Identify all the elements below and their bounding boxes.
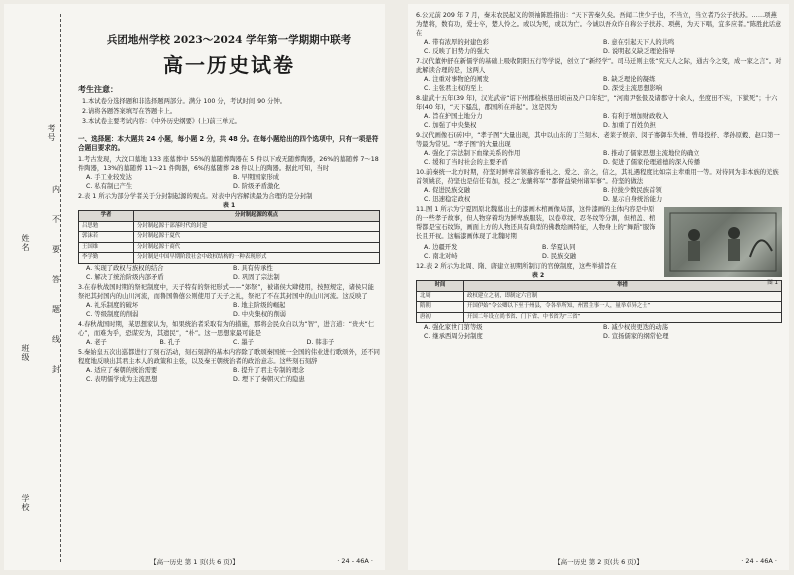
notice-item: 3.本试卷主要考试内容：《中外历史纲要》(上)前三单元。: [82, 118, 241, 125]
table-cell: 开国二年设立尚书省、门下省、中书省为“三省”: [464, 312, 782, 323]
table-header: 学者: [79, 211, 134, 222]
option: A. 带有浓厚的封建色彩: [424, 39, 489, 46]
option: B. 推动了儒家思想主流地位的确立: [603, 150, 700, 157]
exam-code: · 24 - 46A ·: [741, 557, 777, 565]
question-7: 7.汉代董仲舒在新儒学的基础上吸收阴阳五行等学说，创立了“新经学”。司马迁则主张“究天人之际，通古今之变，成一家之言”。对此解读合理的是，这两人: [416, 58, 782, 74]
question-2: 2.表 1 所示为部分学者关于分封制起源的观点。对表中内容解读最为合理的是分封制: [78, 193, 313, 200]
table-row: [79, 232, 380, 243]
options: [416, 323, 782, 341]
table-row: [417, 312, 782, 323]
option: A. 旨在护国土地分力: [424, 113, 483, 120]
painting-figures-icon: [664, 207, 782, 277]
option: D. 埋下了秦朝灭亡的隐患: [233, 375, 305, 383]
table-cell: 开国伊始“令公卿以下至于州县，令各举所知，州置主事一人，量举卓异之士”: [464, 302, 782, 313]
seal-char: 答: [52, 275, 60, 284]
options: [416, 186, 782, 204]
option: C. 迅速稳定政权: [424, 196, 471, 203]
table-row: [417, 302, 782, 313]
option: C. 表明儒学成为主流思想: [86, 375, 158, 383]
kaohao-label: 考号: [47, 124, 56, 142]
notice-title: 考生注意：: [78, 85, 118, 94]
option: C. 私有制已产生: [86, 183, 133, 190]
table-row: [79, 253, 380, 264]
option: C. 墨子: [233, 338, 254, 346]
options: [416, 243, 660, 261]
option: A. 强化了宗法制下血缘关系的作用: [424, 150, 521, 157]
table-cell: 分封制是中国早期阶段社会中政权结构的一种表现形式: [134, 253, 380, 264]
banji-label: 班级: [21, 344, 30, 362]
option: C. 主张君主权的至上: [424, 85, 483, 92]
option: D. 说明起义缺乏理论指导: [603, 48, 675, 55]
option: A. 礼乐制度的破坏: [86, 301, 139, 309]
page-footer: [408, 557, 789, 566]
question-9: 9.汉代画像石(砖)中，“孝子图”大量出现，其中以山东的丁兰刻木、老莱子娱亲、闵子骞御车失棰、曾母投杼、孝孙原穀、赵口第一等最为常见。“孝子图”的大量出现: [416, 132, 780, 148]
option: A. 手工业较发达: [86, 174, 132, 181]
option: C. 南北对峙: [424, 253, 458, 260]
option: B. 减少权贵更迭的动荡: [603, 324, 668, 331]
options: [416, 112, 782, 130]
table-cell: 唐初: [417, 312, 464, 323]
exam-page-1: [4, 4, 385, 570]
table-cell: 王国维: [79, 242, 134, 253]
seal-line: [60, 14, 61, 562]
option: B. 提升了君主专制的理念: [233, 366, 305, 374]
table-row: [79, 221, 380, 232]
options: [78, 173, 380, 191]
option: B. 地主阶级的崛起: [233, 301, 286, 309]
table-caption: 表 2: [531, 272, 545, 279]
seal-char: 封: [52, 365, 60, 374]
option: D. 宣扬儒家的纲常伦理: [603, 333, 669, 340]
figure-caption: 图 1: [767, 280, 778, 286]
table-row: [79, 242, 380, 253]
option: C. 缓和了当时社会的主要矛盾: [424, 159, 508, 166]
binding-margin: [4, 4, 74, 570]
table-2: [416, 280, 782, 323]
option: B. 具有传承性: [233, 264, 273, 272]
option: D. 深受主流思想影响: [603, 85, 663, 92]
option: D. 巩固了宗法制: [233, 273, 280, 281]
exam-page-2: [408, 4, 789, 570]
question-12: 12.表 2 所示为北周、隋、唐建立初期所制订的官僚制度，这些举措旨在: [416, 263, 617, 270]
table-caption: 表 1: [222, 202, 236, 209]
options: [78, 301, 380, 319]
options: [416, 38, 782, 56]
table-cell: 郭沫若: [79, 232, 134, 243]
question-4: 4.春秋战国时期，某思想家认为，如果统治者采取有为的措施，那将会民众自以为“智”，进言道：“贵夫“仁心”，而难为乎，恐谋安为，其遗民”，“朴”。这一思想家最可能是: [78, 320, 375, 337]
option: D. 促进了儒家伦理道德的深入传播: [603, 159, 701, 166]
table-header: 时间: [417, 281, 464, 292]
question-11: 11.图 1 所示为宁夏固原北魏墓出土的漆画木棺画像局部，这件漆画的主体内容是中原的一些孝子故事，但人物穿着均为鲜卑族服装，以卷草纹、忍冬纹等分割，但棺盖、棺帮都是宝石纹饰，画面上方的人物还具有典型的佛教绘画特征，人物身上的“舞蹈”服饰长且开衩。这幅漆画体现了北魏时期: [416, 206, 656, 240]
option: D. 民族交融: [542, 253, 577, 260]
exam-code: · 24 - 46A ·: [337, 557, 373, 565]
table-header: 分封制起源的观点: [134, 211, 380, 222]
option: C. 反映了旧势力的强大: [424, 48, 490, 55]
notice-item: 1.本试卷分选择题和非选择题两部分。满分 100 分，考试时间 90 分钟。: [82, 98, 287, 105]
lacquer-painting-image: [664, 207, 782, 286]
option: B. 华夏认同: [542, 244, 576, 251]
xuexiao-label: 学校: [21, 494, 30, 512]
question-3: 3.在春秋战国时期的祭祀制度中，天子特有的祭祀形式——“郊祭”，被诸侯大肆使用，按照规定，诸侯只能祭祀其封国内的山川河流，而鲁国鲁僖公则使用了天子之礼，祭祀了不在其封国中的山川河流。这反映了: [78, 283, 374, 300]
option: D. 阶级矛盾激化: [233, 183, 280, 190]
table-cell: 分封制起源于部落时代的封建: [134, 221, 380, 232]
table-cell: 李学勤: [79, 253, 134, 264]
option: B. 拉拢少数民族首领: [603, 187, 662, 194]
option: A. 适应了秦朝的统治需要: [86, 366, 158, 374]
seal-char: 题: [52, 305, 60, 314]
option: B. 早期国家形成: [233, 174, 280, 181]
options: [416, 75, 782, 93]
option: C. 解决了统治阶级内部矛盾: [86, 273, 164, 281]
option: D. 加重了百姓负担: [603, 122, 656, 129]
table-cell: 政权建立之初，即制定六官制: [464, 291, 782, 302]
question-10: 10.前秦统一北方时期，苻坚对鲜卑首领慕容垂礼之、爱之、亲之，信之，其礼遇程度比如宗主辈重用一等。对待同为非本族的羌族首领姚苌，苻坚也是信任有加，授之“龙骧将军”“都督益梁州诸军事”。苻坚的做法: [416, 169, 779, 185]
question-5: 5.秦始皇五次出巡都进行了刻石活动，刻石刻辞的基本内容除了歌颂秦国统一全国的伟业进行歌颂外，还不同程度地反映出其君主本人的政策和主张，以及秦王朝统治者的政治意志。这些刻石刻辞: [78, 348, 380, 365]
table-cell: 隋朝: [417, 302, 464, 313]
options: [78, 338, 380, 347]
option: A. 实现了政权与族权的结合: [86, 264, 164, 272]
page-number: 【高一历史 第 2 页(共 6 页)】: [554, 558, 643, 566]
option: B. 有利于增加财政收入: [603, 113, 668, 120]
question-1: 1.考古发现，大汶口墓地 133 座墓葬中 55%的墓随葬陶器在 5 件以下或无随葬陶器，26%的墓随葬 7～18 件陶器，13%的墓随葬 11～21 件陶器，6%的墓随葬 28 件以上的陶器。据此可知，当时: [78, 156, 379, 172]
option: D. 韩非子: [306, 338, 335, 346]
exam-subject: 高一历史试卷: [163, 53, 295, 77]
table-header: 举措: [464, 281, 782, 292]
notice-item: 2.请将各题答案填写在答题卡上。: [82, 108, 177, 115]
xingming-label: 姓名: [21, 234, 30, 252]
table-cell: 吕思勉: [79, 221, 134, 232]
option: A. 老子: [86, 338, 107, 346]
option: A. 边疆开发: [424, 244, 458, 251]
page-footer: [4, 557, 385, 566]
question-8: 8.建武十五年(39 年)，汉光武帝“诏下州郡检核垦田顷亩及户口年纪”，“河南尹张伋及诸郡守十余人，坐度田不实，下狱死”；十六年(40 年)，“天下骚乱，郡国所在并起”。这是因为: [416, 95, 778, 111]
option: B. 孔子: [159, 338, 181, 346]
options: [78, 366, 380, 384]
table-row: [417, 291, 782, 302]
exam-title: 兵团地州学校 2023～2024 学年第一学期期中联考: [106, 34, 352, 46]
option: A. 强化家世门第等级: [424, 324, 483, 331]
seal-char: 不: [52, 215, 60, 224]
table-cell: 分封制起源于商代: [134, 242, 380, 253]
option: B. 意在引起天下人的共鸣: [603, 39, 675, 46]
page-number: 【高一历史 第 1 页(共 6 页)】: [150, 558, 239, 566]
option: C. 加强了中央集权: [424, 122, 477, 129]
section-title: 一、选择题：本大题共 24 小题，每小题 2 分，共 48 分。在每小题给出的四个选项中，只有一项是符合题目要求的。: [78, 135, 379, 152]
options: [78, 264, 380, 282]
table-cell: 北周: [417, 291, 464, 302]
option: C. 继承西周分封制度: [424, 333, 483, 340]
options: [416, 149, 782, 167]
option: A. 促进民族交融: [424, 187, 470, 194]
option: D. 显示自身统治能力: [603, 196, 663, 203]
table-cell: 分封制起源于夏代: [134, 232, 380, 243]
seal-char: 线: [52, 335, 60, 344]
option: D. 中央集权的削弱: [233, 310, 286, 318]
option: A. 注重对事物论的阐发: [424, 76, 489, 83]
option: B. 缺乏理论的凝练: [603, 76, 656, 83]
table-1: [78, 210, 380, 264]
question-6: 6.公元前 209 年 7 月，秦末农民起义的领袖陈胜指出：“天下苦秦久矣。吾闻二世少子也，不当立，当立者乃公子扶苏。……项燕为楚将，数有功，爱士卒，楚人怜之。或以为死，或以为亡。今诚以吾众诈自称公子扶苏、项燕，为天下唱，宜多应者。”陈胜此话意在: [416, 12, 782, 37]
seal-char: 内: [52, 185, 60, 194]
option: C. 等级制度的削弱: [86, 310, 139, 318]
seal-char: 要: [52, 245, 60, 254]
